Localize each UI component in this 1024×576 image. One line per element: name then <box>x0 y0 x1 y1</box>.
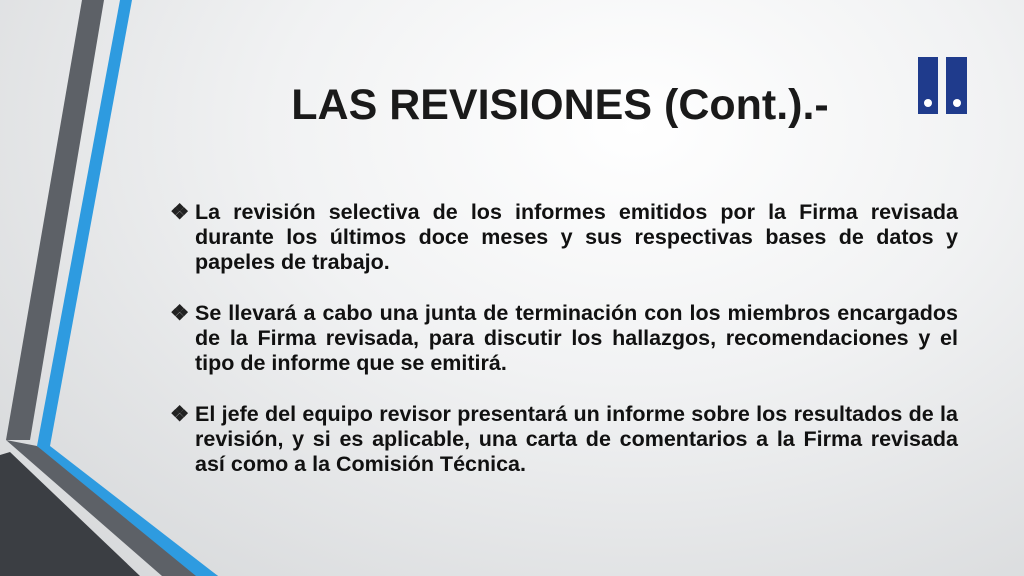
bullet-item <box>170 200 958 275</box>
diamond-bullet-icon: ❖ <box>170 200 190 224</box>
slide-title: LAS REVISIONES (Cont.).- <box>291 81 829 129</box>
institution-logo <box>918 57 967 114</box>
bullet-item <box>170 402 958 477</box>
bullet-text: El jefe del equipo revisor presentará un informe sobre los resultados de la revisión, y si es aplicable, una carta de comentarios a la Firma revisada así como a la Comisión Técnica. <box>195 402 958 476</box>
bullet-list <box>170 200 958 503</box>
diamond-bullet-icon: ❖ <box>170 301 190 325</box>
bullet-item <box>170 301 958 376</box>
bullet-text: La revisión selectiva de los informes emitidos por la Firma revisada durante los últimos doce meses y sus respectivas bases de datos y papeles de trabajo. <box>195 200 958 274</box>
bullet-text: Se llevará a cabo una junta de terminación con los miembros encargados de la Firma revisada, para discutir los hallazgos, recomendaciones y el tipo de informe que se emitirá. <box>195 301 958 375</box>
diamond-bullet-icon: ❖ <box>170 402 190 426</box>
